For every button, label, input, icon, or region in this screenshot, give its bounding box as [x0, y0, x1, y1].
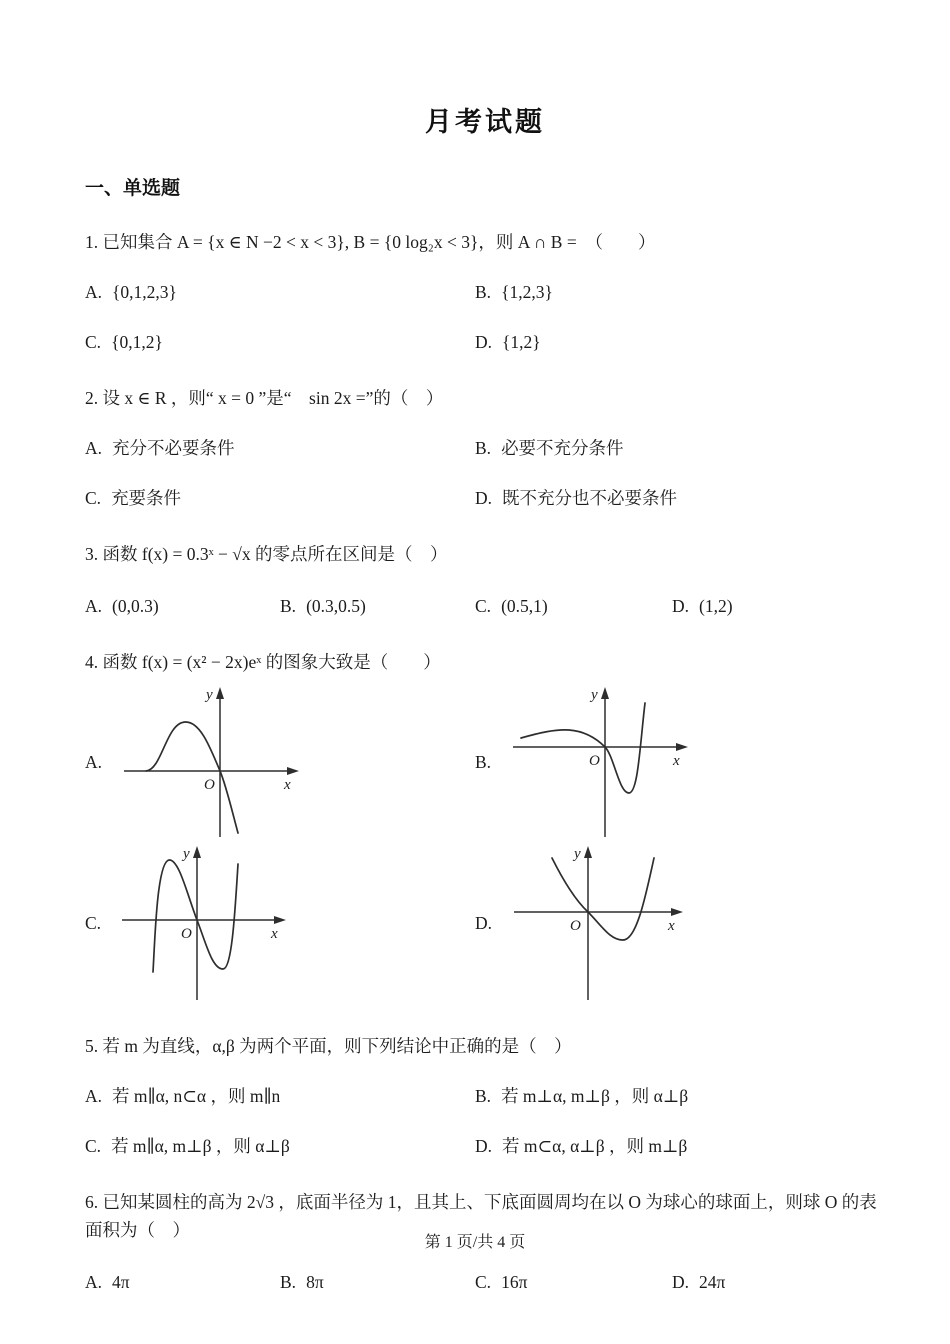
question-1 [85, 228, 885, 356]
question-5-options-row-1 [85, 1082, 885, 1110]
option-label: D. [672, 596, 690, 616]
question-6-options [85, 1268, 885, 1296]
option-text: (0.3,0.5) [306, 596, 366, 616]
y-axis-label: y [591, 687, 598, 703]
question-5 [85, 1032, 885, 1160]
option-text: 若 m⊥α, m⊥β ，则 α⊥β [501, 1086, 689, 1106]
option-label: B. [475, 438, 492, 458]
option-c [85, 1132, 475, 1160]
option-label: D. [475, 332, 493, 352]
option-d [475, 328, 885, 356]
option-text: 若 m⊂α, α⊥β ，则 m⊥β [502, 1136, 688, 1156]
option-text: (0.5,1) [501, 596, 548, 616]
function-graph-c [117, 842, 297, 1004]
option-text: {1,2,3} [501, 282, 553, 302]
x-axis-label: x [284, 777, 291, 793]
function-graph-a [118, 683, 308, 841]
option-label: D. [672, 1272, 690, 1292]
option-text: {1,2} [502, 332, 541, 352]
option-text: {0,1,2,3} [112, 282, 177, 302]
origin-label: O [204, 777, 215, 793]
option-text: 4π [112, 1272, 130, 1292]
x-arrow-icon [671, 908, 683, 916]
x-arrow-icon [287, 767, 299, 775]
option-b [280, 1268, 475, 1296]
option-text: 充分不必要条件 [112, 438, 235, 458]
x-axis-label: x [673, 753, 680, 769]
curve [552, 858, 654, 940]
function-graph-b [507, 683, 697, 841]
x-arrow-icon [676, 743, 688, 751]
option-label: A. [85, 1086, 103, 1106]
option-label: C. [475, 1272, 492, 1292]
option-a [85, 278, 475, 306]
question-2-text: 2. 设 x ∈ R ，则“ x = 0 ”是“ sin 2x =”的（ ） [85, 388, 444, 408]
option-d [475, 1132, 885, 1160]
option-a [85, 1082, 475, 1110]
option-c [475, 592, 672, 620]
option-label: A. [85, 596, 103, 616]
option-label: C. [85, 332, 102, 352]
option-a [85, 592, 280, 620]
question-1-options-row-2 [85, 328, 885, 356]
option-text: 16π [501, 1272, 528, 1292]
section-heading: 一、单选题 [85, 178, 181, 199]
option-label: B. [475, 752, 492, 772]
curve [521, 703, 645, 793]
graph-option-a [85, 682, 475, 842]
option-label: A. [85, 752, 103, 772]
option-label: C. [85, 1136, 102, 1156]
option-label: B. [475, 1086, 492, 1106]
option-label: D. [475, 913, 493, 933]
question-5-options-row-2 [85, 1132, 885, 1160]
option-label: A. [85, 282, 103, 302]
option-d [475, 484, 885, 512]
option-text: 24π [699, 1272, 726, 1292]
curve [153, 860, 238, 972]
option-text: 充要条件 [111, 488, 182, 508]
option-label: D. [475, 1136, 493, 1156]
y-arrow-icon [193, 846, 201, 858]
y-axis-label: y [574, 846, 581, 862]
option-label: A. [85, 1272, 103, 1292]
option-text: {0,1,2} [111, 332, 163, 352]
option-d [672, 592, 885, 620]
option-text: (0,0.3) [112, 596, 159, 616]
option-label: C. [475, 596, 492, 616]
question-2 [85, 384, 885, 512]
y-arrow-icon [216, 687, 224, 699]
option-label: B. [475, 282, 492, 302]
option-text: 既不充分也不必要条件 [502, 488, 678, 508]
y-arrow-icon [584, 846, 592, 858]
origin-label: O [181, 926, 192, 942]
option-text: (1,2) [699, 596, 733, 616]
option-text: 若 m∥α, n⊂α ，则 m∥n [112, 1086, 281, 1106]
option-c [85, 484, 475, 512]
graph-option-d [475, 842, 885, 1004]
option-label: A. [85, 438, 103, 458]
question-4-text: 4. 函数 f(x) = (x² − 2x)eˣ 的图象大致是（ ） [85, 652, 441, 672]
question-4 [85, 648, 885, 1004]
question-1-text: 1. 已知集合 A = {x ∈ N −2 < x < 3}, B = {0 log₂x < 3}，则 A ∩ B = （ ） [85, 232, 656, 252]
y-axis-label: y [206, 687, 213, 703]
question-2-options-row-1 [85, 434, 885, 462]
question-1-options-row-1 [85, 278, 885, 306]
option-label: C. [85, 488, 102, 508]
option-a [85, 1268, 280, 1296]
x-arrow-icon [274, 916, 286, 924]
graph-option-b [475, 682, 885, 842]
question-4-graphs [85, 682, 885, 1004]
page-number: 第 1 页/共 4 页 [424, 1234, 526, 1251]
option-b [475, 278, 885, 306]
y-arrow-icon [601, 687, 609, 699]
option-b [280, 592, 475, 620]
x-axis-label: x [668, 918, 675, 934]
option-label: D. [475, 488, 493, 508]
question-3-text: 3. 函数 f(x) = 0.3ˣ − √x 的零点所在区间是（ ） [85, 544, 448, 564]
graph-option-c [85, 842, 475, 1004]
option-label: B. [280, 1272, 297, 1292]
option-c [475, 1268, 672, 1296]
option-b [475, 434, 885, 462]
origin-label: O [570, 918, 581, 934]
option-a [85, 434, 475, 462]
option-label: B. [280, 596, 297, 616]
option-c [85, 328, 475, 356]
option-label: C. [85, 913, 102, 933]
page-title: 月考试题 [425, 107, 545, 137]
question-5-text: 5. 若 m 为直线，α,β 为两个平面，则下列结论中正确的是（ ） [85, 1036, 572, 1056]
question-3 [85, 540, 885, 620]
option-text: 8π [306, 1272, 324, 1292]
question-3-options [85, 592, 885, 620]
question-2-options-row-2 [85, 484, 885, 512]
option-b [475, 1082, 885, 1110]
question-6-text: 6. 已知某圆柱的高为 2√3 ，底面半径为 1，且其上、下底面圆周均在以 O 为球心的球面上，则球 O 的表面积为（ ） [85, 1192, 877, 1240]
origin-label: O [589, 753, 600, 769]
y-axis-label: y [183, 846, 190, 862]
option-d [672, 1268, 885, 1296]
curve [146, 722, 238, 833]
option-text: 必要不充分条件 [501, 438, 624, 458]
x-axis-label: x [271, 926, 278, 942]
function-graph-d [508, 842, 693, 1004]
option-text: 若 m∥α, m⊥β ，则 α⊥β [111, 1136, 290, 1156]
